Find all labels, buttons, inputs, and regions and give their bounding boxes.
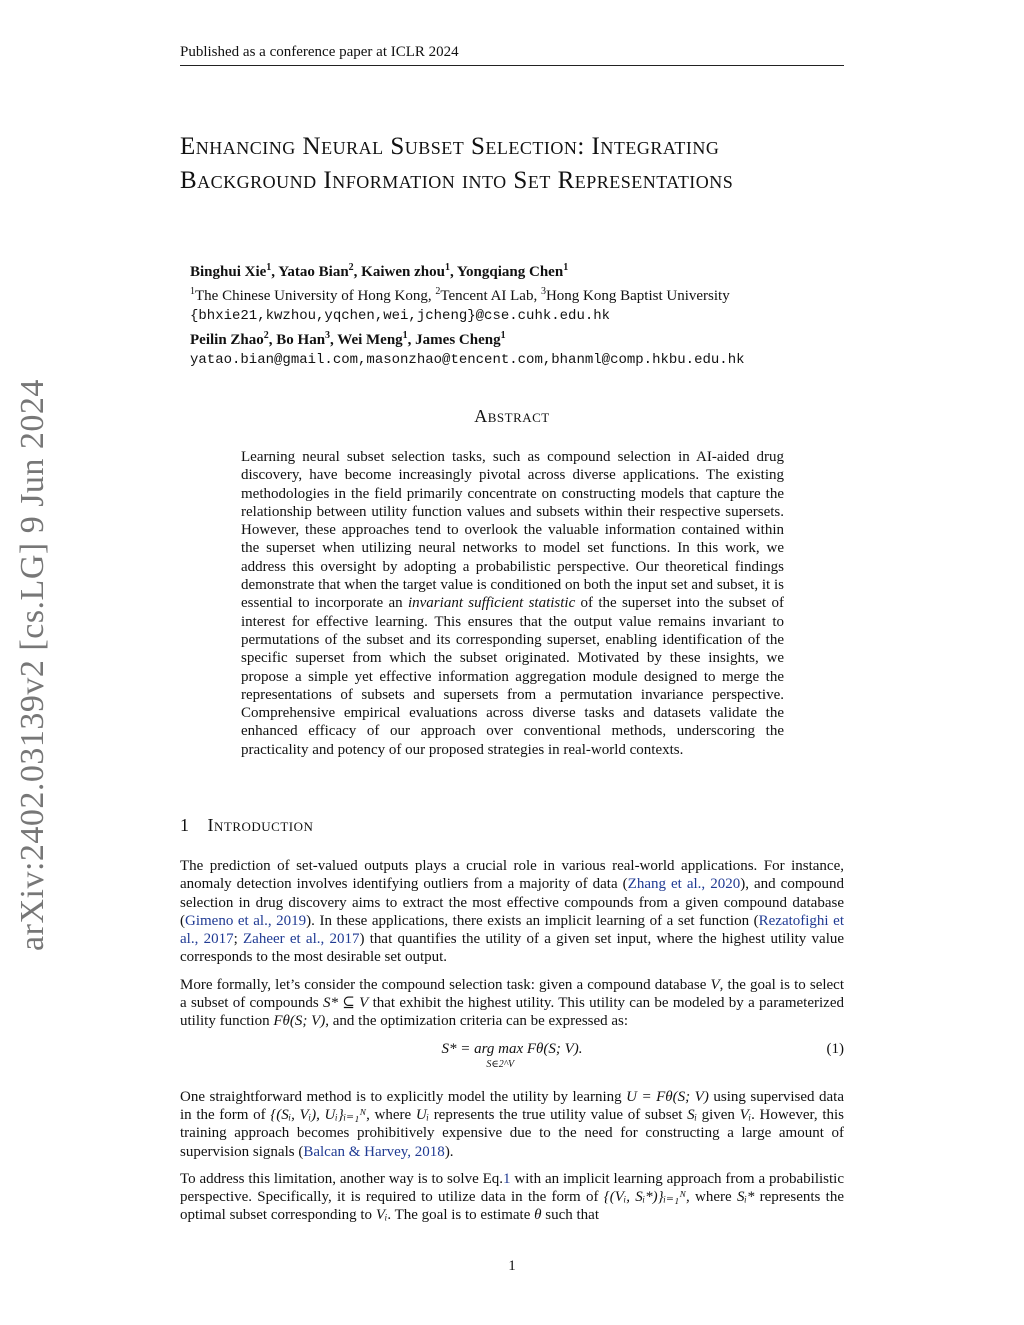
- equation-1: [180, 1040, 844, 1080]
- affiliations: [190, 282, 870, 306]
- citation-link[interactable]: Balcan & Harvey, 2018: [303, 1143, 445, 1160]
- affiliation-text: The Chinese University of Hong Kong,: [195, 288, 436, 304]
- math: V: [710, 976, 720, 993]
- math: Fθ(S; V): [273, 1013, 326, 1030]
- affiliation-mark: 3: [540, 286, 546, 297]
- text: using supervised data in the form of: [180, 1088, 845, 1123]
- math: S* ⊆ V: [322, 995, 369, 1012]
- arxiv-identifier: arXiv:2402.03139v2 [cs.LG] 9 Jun 2024: [14, 379, 51, 951]
- text: that exhibit the highest utility. This utility can be modeled by a parameterized utility function: [180, 995, 844, 1030]
- paragraph-1: [180, 857, 844, 967]
- affiliation-mark: 1: [266, 262, 272, 273]
- math: Vᵢ: [739, 1106, 752, 1123]
- text: represents the true utility value of subset: [429, 1106, 688, 1123]
- page-number: 1: [508, 1258, 516, 1274]
- math: Vᵢ: [375, 1207, 388, 1224]
- math: Sᵢ*: [736, 1189, 755, 1206]
- citation-link[interactable]: Zhang et al., 2020: [627, 876, 741, 893]
- abstract-heading: Abstract: [474, 406, 550, 426]
- author-block: [190, 258, 870, 370]
- text: ). In these applications, there exists an implicit learning of a set function (: [306, 912, 759, 929]
- author-name: Peilin Zhao: [190, 332, 264, 348]
- affiliation-mark: 1: [444, 262, 450, 273]
- author-line-1: Binghui Xie$^1$, Yatao Bian$^2$, Kaiwen zhou$^1$, Yongqiang Chen$^1$: [190, 262, 569, 280]
- text: ;: [233, 931, 243, 948]
- author-name: Bo Han: [276, 332, 326, 348]
- affiliation-mark: 1: [500, 330, 506, 341]
- affiliation-mark: 1: [402, 330, 408, 341]
- author-name: Kaiwen zhou: [361, 264, 445, 280]
- section-heading: [180, 815, 313, 836]
- section-number: 1: [180, 815, 190, 835]
- running-header: Published as a conference paper at ICLR 2024: [180, 44, 844, 66]
- equation-link[interactable]: 1: [503, 1170, 511, 1187]
- text: To address this limitation, another way is to solve Eq.: [180, 1170, 504, 1187]
- author-name: Yatao Bian: [278, 264, 349, 280]
- email-line-1: {bhxie21,kwzhou,yqchen,wei,jcheng}@cse.cuhk.edu.hk: [190, 308, 611, 324]
- abstract-part: of the superset into the subset of interest for effective learning. This ensures that the output value remains invariant to permutations of the subset and its corresponding superset, enabling identification of the specific superset from which the subset originated. Motivated by these insights, we propose a simple yet effective information aggregation module designed to merge the representations of subsets and supersets from a permutation invariance perspective. Comprehensive empirical evaluations across diverse tasks and datasets validate the enhanced efficacy of our approach over conventional methods, underscoring the practicality and potency of our proposed strategies in real-world contexts.: [241, 595, 784, 758]
- text: , where: [686, 1189, 737, 1206]
- section-body: [180, 857, 844, 1234]
- affiliation-mark: 2: [263, 330, 269, 341]
- paragraph-3: [180, 1088, 844, 1161]
- citation-link[interactable]: Zaheer et al., 2017: [243, 931, 360, 948]
- math: U = Fθ(S; V): [626, 1088, 709, 1105]
- math: θ: [534, 1207, 542, 1224]
- email-line-2: yatao.bian@gmail.com,masonzhao@tencent.com,bhanml@comp.hkbu.edu.hk: [190, 352, 745, 368]
- affiliation-mark: 2: [435, 286, 441, 297]
- text: ).: [444, 1143, 454, 1160]
- text: ), and compound selection in drug discovery aims to extract the most effective compounds from a given compound database (: [180, 876, 844, 929]
- text: , the goal is to select a subset of compounds: [180, 976, 845, 1012]
- text: The prediction of set-valued outputs plays a crucial role in various real-world applications. For instance, anomaly detection involves identifying outliers from a majority of data (: [180, 858, 844, 893]
- paragraph-4: [180, 1170, 844, 1225]
- math: Sᵢ: [687, 1106, 697, 1123]
- author-name: Yongqiang Chen: [456, 264, 564, 280]
- equation-body: [180, 1040, 844, 1075]
- affiliation-mark: 3: [325, 330, 331, 341]
- author-name: Binghui Xie: [190, 264, 267, 280]
- paragraph-2: [180, 976, 844, 1031]
- author-name: James Cheng: [415, 332, 501, 348]
- author-name: Wei Meng: [337, 332, 403, 348]
- affiliation-mark: 1: [190, 286, 195, 297]
- affiliation-mark: 1: [563, 262, 569, 273]
- text: . The goal is to estimate: [387, 1207, 535, 1224]
- author-line-2: Peilin Zhao$^2$, Bo Han$^3$, Wei Meng$^1$, James Cheng$^1$: [190, 330, 506, 348]
- abstract-part: Learning neural subset selection tasks, such as compound selection in AI-aided drug discovery, have become increasingly pivotal across diverse applications. The existing methodologies in the field primarily concentrate on constructing models that capture the relationship between utility function values and subsets within their respective supersets. However, these approaches tend to overlook the valuable information contained within the superset when utilizing neural networks to model set functions. In this work, we address this oversight by adopting a probabilistic perspective. Our theoretical findings demonstrate that when the target value is conditioned on both the input set and subset, it is essential to incorporate an: [241, 449, 784, 612]
- text: such that: [541, 1207, 600, 1224]
- text: , where: [366, 1106, 416, 1123]
- equation-number: (1): [826, 1040, 844, 1057]
- abstract-emphasis: invariant sufficient statistic: [407, 595, 576, 612]
- text: ) that quantifies the utility of a given set input, where the highest utility value corresponds to the most desirable set output.: [180, 931, 845, 966]
- equation-subscript: S∈2^V: [486, 1058, 515, 1070]
- arxiv-sidebar: [8, 370, 58, 960]
- math: {(Sᵢ, Vᵢ), Uᵢ}ᵢ₌₁ᴺ: [270, 1106, 367, 1123]
- affiliation-mark: 2: [348, 262, 354, 273]
- affiliation-text: Hong Kong Baptist University: [545, 288, 730, 304]
- abstract-text: [241, 448, 784, 759]
- text: represents the optimal subset corresponding to: [180, 1189, 844, 1224]
- citation-link[interactable]: Rezatofighi et al., 2017: [180, 912, 844, 948]
- text: given: [696, 1106, 740, 1123]
- math: {(Vᵢ, Sᵢ*)}ᵢ₌₁ᴺ: [603, 1189, 687, 1206]
- section-title: Introduction: [207, 815, 314, 835]
- math: Uᵢ: [415, 1106, 430, 1123]
- text: One straightforward method is to explicitly model the utility by learning: [180, 1088, 627, 1105]
- citation-link[interactable]: Gimeno et al., 2019: [185, 912, 307, 929]
- text: . However, this training approach becomes prohibitively expensive due to the need for constructing a large amount of supervision signals (: [180, 1106, 844, 1160]
- equation-lhs: S* = arg max: [441, 1040, 524, 1057]
- text: with an implicit learning approach from a probabilistic perspective. Specifically, it is required to utilize data in the form of: [180, 1170, 844, 1206]
- paper-title: Enhancing Neural Subset Selection: Integrating Background Information into Set Representations: [180, 133, 734, 194]
- affiliation-text: Tencent AI Lab,: [440, 288, 541, 304]
- text: More formally, let’s consider the compound selection task: given a compound database: [180, 976, 711, 993]
- text: , and the optimization criteria can be expressed as:: [325, 1013, 629, 1030]
- equation-rhs: Fθ(S; V).: [526, 1040, 583, 1057]
